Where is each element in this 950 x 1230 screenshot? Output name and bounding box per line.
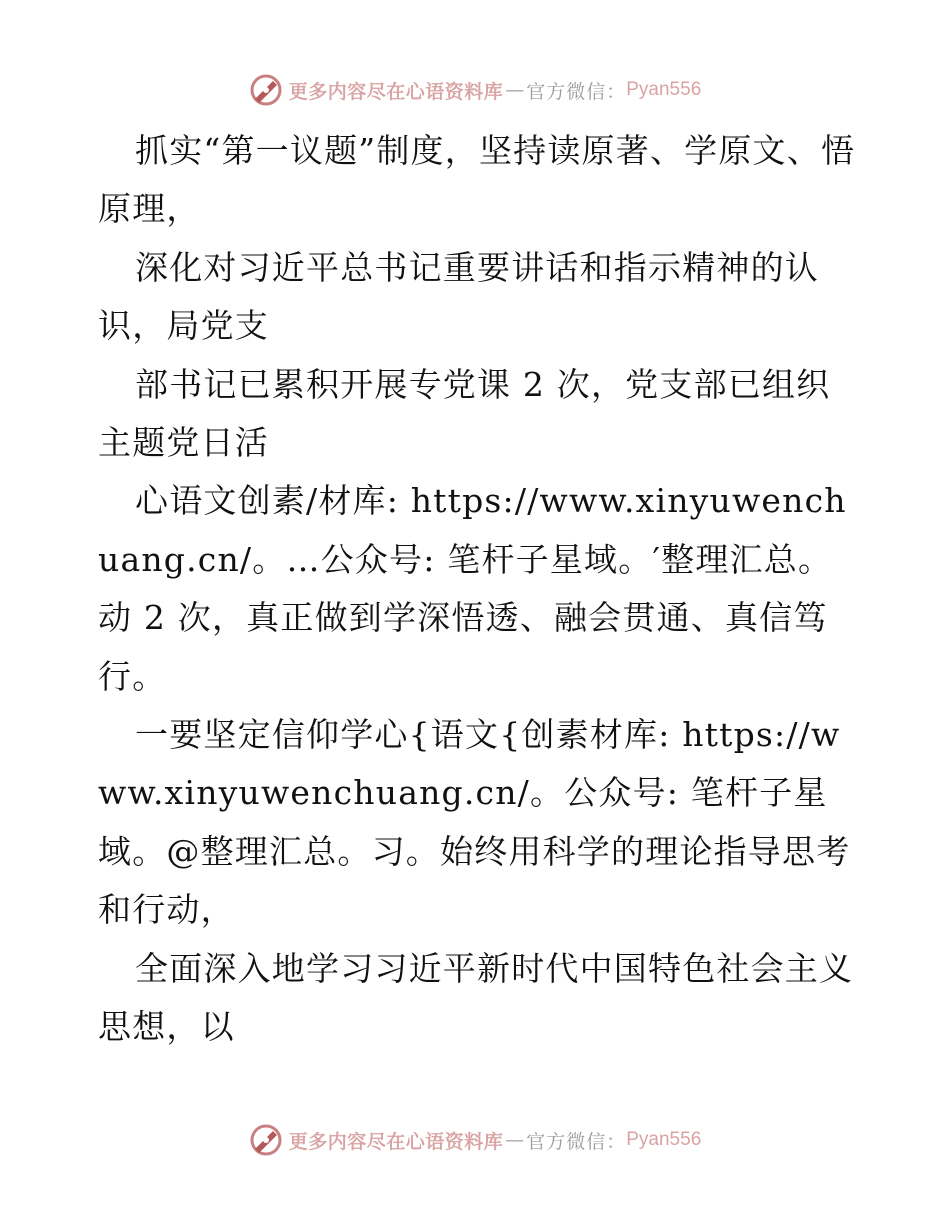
paragraph: 心语文创素/材库: https://www.xinyuwenchuang.cn/。…公众号: 笔杆子星域。′整理汇总。动 2 次，真正做到学深悟透、融会贯通、真信笃行。 xyxy=(98,481,847,696)
header-banner xyxy=(0,70,950,110)
banner-main-text: 更多内容尽在心语资料库 xyxy=(288,1130,504,1153)
banner-separator: — xyxy=(505,1129,525,1151)
paragraph: 部书记已累积开展专党课 2 次，党支部已组织主题党日活 xyxy=(98,364,831,463)
paragraph: 全面深入地学习习近平新时代中国特色社会主义思想，以 xyxy=(98,948,854,1047)
pen-nib-logo-icon xyxy=(249,1123,283,1157)
paragraph: 一要坚定信仰学心{语文{创素材库: https://www.xinyuwenchuang.cn/。公众号: 笔杆子星域。@整理汇总。习。始终用科学的理论指导思考和行动， xyxy=(98,715,851,930)
document-body xyxy=(98,122,858,1057)
banner-wechat-id: Pyan556 xyxy=(626,1129,702,1150)
pen-nib-logo-icon xyxy=(249,73,283,107)
paragraph: 深化对习近平总书记重要讲话和指示精神的认识，局党支 xyxy=(98,247,819,346)
banner-main-text: 更多内容尽在心语资料库 xyxy=(288,80,504,103)
paragraph: 抓实“第一议题”制度，坚持读原著、学原文、悟原理， xyxy=(98,131,856,229)
banner-separator: — xyxy=(505,79,525,101)
footer-banner xyxy=(0,1120,950,1160)
banner-official-label: 官方微信： xyxy=(526,1130,627,1153)
banner-wechat-id: Pyan556 xyxy=(626,79,702,100)
banner-official-label: 官方微信： xyxy=(526,80,627,103)
